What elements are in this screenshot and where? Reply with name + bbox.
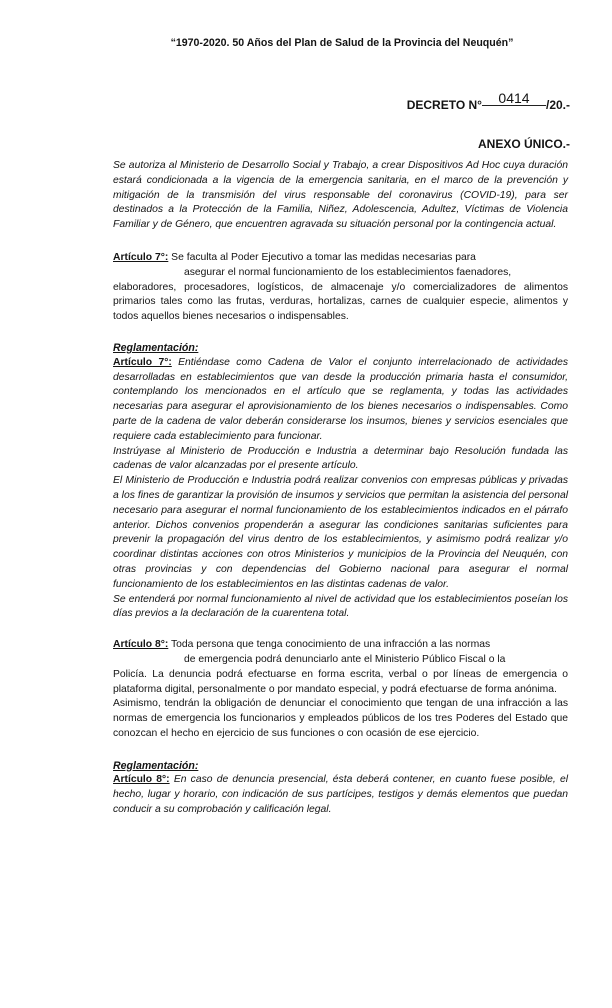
regulation-7-p3: El Ministerio de Producción e Industria podrá realizar convenios con empresas públicas y privadas a los fines de garantizar la provisión de insumos y servicios que permitan la asistencia del personal necesario para asegurar el normal funcionamiento de los establecimientos indicados en el párrafo anterior. Dichos convenios propenderán a asegurar las condiciones sanitarias suficientes para prevenir la propagación del virus dentro de los establecimientos, y asimismo podrá realizar y/o coordinar distintas acciones con otros Ministerios y municipios de la Provincia del Neuquén, con otras provincias y con dependencias del Gobierno nacional para asegurar el normal funcionamiento de los establecimientos en las distintas cadenas de valor.	[113, 475, 568, 590]
regulation-8-heading: Reglamentación:	[113, 759, 199, 772]
regulation-7-p1-text: Entiéndase como Cadena de Valor el conjunto interrelacionado de actividades desarrolladas en establecimientos que van desde la producción primaria hasta el consumidor, contemplando los mencionados en el artículo que se reglamenta, y todas las actividades necesarias para asegurar el aprovisionamiento de los bienes necesarios o indispensables. Como parte de la cadena de valor deberán considerarse los insumos, bienes y servicios esenciales que requiere cada establecimiento para funcionar.	[113, 356, 569, 442]
regulation-8-p1-text: En caso de denuncia presencial, ésta deberá contener, en cuanto fuese posible, el hecho, lugar y horario, con indicación de sus partícipes, testigos y demás elementos que puedan conducir a su comprobación y calificación legal.	[113, 774, 569, 816]
decree-number: 0414	[482, 91, 546, 106]
regulation-7	[113, 341, 568, 622]
regulation-8-p1	[113, 773, 568, 817]
article-7	[113, 251, 568, 325]
article-8-p2: Asimismo, tendrán la obligación de denunciar el conocimiento que tengan de una infracción a las normas de emergencia los funcionarios y empleados públicos de los tres Poderes del Estado que conozcan el hecho en ejercicio de sus funciones o con ocasión de ese ejercicio.	[113, 698, 568, 739]
regulation-8-label: Artículo 8°:	[113, 774, 170, 786]
article-7-first-text: Se faculta al Poder Ejecutivo a tomar las medidas necesarias para	[171, 251, 476, 263]
decree-year-suffix: /20.-	[545, 98, 570, 112]
decree-label: DECRETO N°	[406, 98, 482, 112]
regulation-7-label: Artículo 7°:	[113, 356, 172, 368]
annex-title: ANEXO ÚNICO.-	[477, 137, 570, 151]
regulation-8	[113, 759, 568, 818]
article-8-label: Artículo 8°:	[113, 639, 169, 651]
article-7-indented-line: asegurar el normal funcionamiento de los establecimientos faenadores,	[184, 266, 512, 278]
article-7-first-line	[113, 251, 568, 266]
motto-text: “1970-2020. 50 Años del Plan de Salud de la Provincia del Neuquén”	[170, 37, 514, 49]
article-8-rest: Policía. La denuncia podrá efectuarse en forma escrita, verbal o por líneas de emergencia o plataforma digital, personalmente o por mandato especial, y podrá efectuarse de forma anónima.	[113, 668, 568, 695]
article-8-indented-line: de emergencia podrá denunciarlo ante el Ministerio Público Fiscal o la	[184, 653, 506, 665]
article-7-rest: elaboradores, procesadores, logísticos, de almacenaje y/o comercializadores de alimentos primarios tales como las frutas, verduras, hortalizas, carnes de cualquier especie, alimentos y todos aquellos bienes necesarios o indispensables.	[113, 281, 568, 323]
regulation-7-p4: Se entenderá por normal funcionamiento al nivel de actividad que los establecimientos poseían los días previos a la declaración de la cuarentena total.	[113, 593, 568, 620]
article-7-label: Artículo 7°:	[113, 251, 169, 263]
decree-line	[406, 90, 570, 112]
article-8	[113, 638, 568, 742]
article-8-first-line	[113, 638, 568, 653]
intro-paragraph: Se autoriza al Ministerio de Desarrollo Social y Trabajo, a crear Dispositivos Ad Hoc cuya duración estará condicionada a la vigencia de la emergencia sanitaria, en el marco de la prevención y mitigación de la transmisión del virus responsable del coronavirus (COVID-19), para ser destinados a la Protección de la Familia, Niñez, Adolescencia, Adultez, Víctimas de Violencia Familiar y de Género, que encuentren agravada su situación personal por la contingencia actual.	[113, 160, 568, 231]
regulation-7-p2: Instrúyase al Ministerio de Producción e Industria a determinar bajo Resolución fundada las cadenas de valor alcanzadas por el presente artículo.	[113, 445, 568, 472]
regulation-7-heading: Reglamentación:	[113, 341, 199, 354]
regulation-7-p1	[113, 356, 568, 445]
article-8-first-text: Toda persona que tenga conocimiento de una infracción a las normas	[170, 639, 491, 651]
document-body	[113, 159, 568, 818]
header-motto	[0, 37, 612, 49]
